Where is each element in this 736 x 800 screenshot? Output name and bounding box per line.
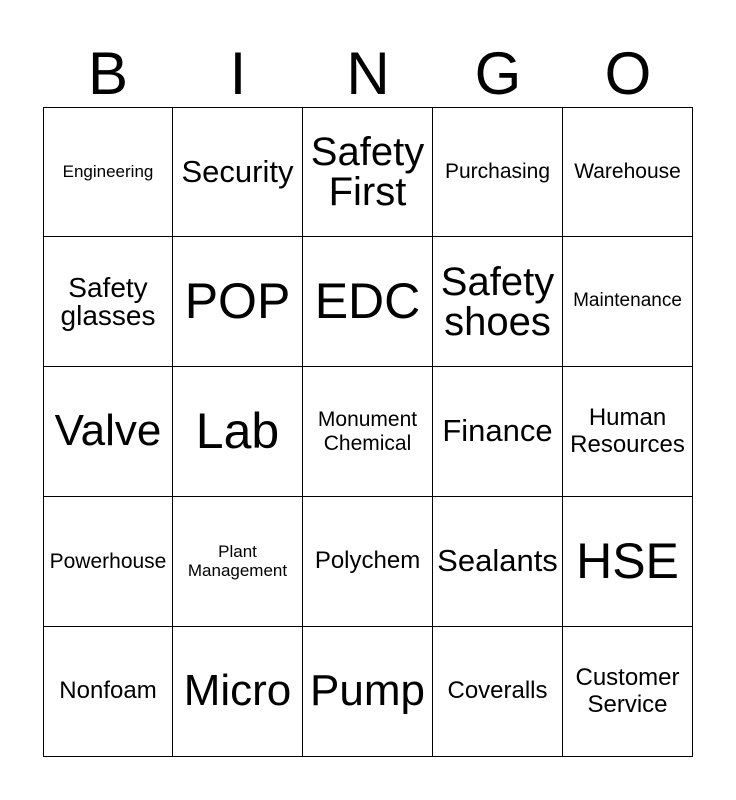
header-letter-b: B bbox=[87, 40, 129, 107]
bingo-cell[interactable]: Valve bbox=[43, 367, 173, 497]
bingo-cell[interactable]: Polychem bbox=[303, 497, 433, 627]
bingo-cell[interactable]: Safety First bbox=[303, 107, 433, 237]
bingo-grid bbox=[43, 107, 693, 757]
bingo-cell[interactable]: Nonfoam bbox=[43, 627, 173, 757]
bingo-cell[interactable]: Customer Service bbox=[563, 627, 693, 757]
bingo-cell[interactable]: Human Resources bbox=[563, 367, 693, 497]
bingo-cell[interactable]: Finance bbox=[433, 367, 563, 497]
header-letter-n: N bbox=[346, 40, 390, 107]
bingo-cell[interactable]: Security bbox=[173, 107, 303, 237]
bingo-cell[interactable]: Lab bbox=[173, 367, 303, 497]
bingo-cell[interactable]: Powerhouse bbox=[43, 497, 173, 627]
bingo-cell[interactable]: Warehouse bbox=[563, 107, 693, 237]
bingo-cell[interactable]: Maintenance bbox=[563, 237, 693, 367]
bingo-cell[interactable]: HSE bbox=[563, 497, 693, 627]
bingo-cell[interactable]: Coveralls bbox=[433, 627, 563, 757]
bingo-cell[interactable]: Purchasing bbox=[433, 107, 563, 237]
bingo-cell[interactable]: Sealants bbox=[433, 497, 563, 627]
bingo-cell[interactable]: Engineering bbox=[43, 107, 173, 237]
header-letter-i: I bbox=[229, 40, 247, 107]
bingo-cell[interactable]: Pump bbox=[303, 627, 433, 757]
bingo-cell[interactable]: Safety shoes bbox=[433, 237, 563, 367]
bingo-cell[interactable]: EDC bbox=[303, 237, 433, 367]
bingo-cell[interactable]: Plant Management bbox=[173, 497, 303, 627]
bingo-cell[interactable]: POP bbox=[173, 237, 303, 367]
bingo-cell[interactable]: Micro bbox=[173, 627, 303, 757]
bingo-cell[interactable]: Monument Chemical bbox=[303, 367, 433, 497]
header-letter-o: O bbox=[604, 40, 652, 107]
header-letter-g: G bbox=[474, 40, 522, 107]
bingo-cell[interactable]: Safety glasses bbox=[43, 237, 173, 367]
bingo-header bbox=[43, 40, 693, 108]
